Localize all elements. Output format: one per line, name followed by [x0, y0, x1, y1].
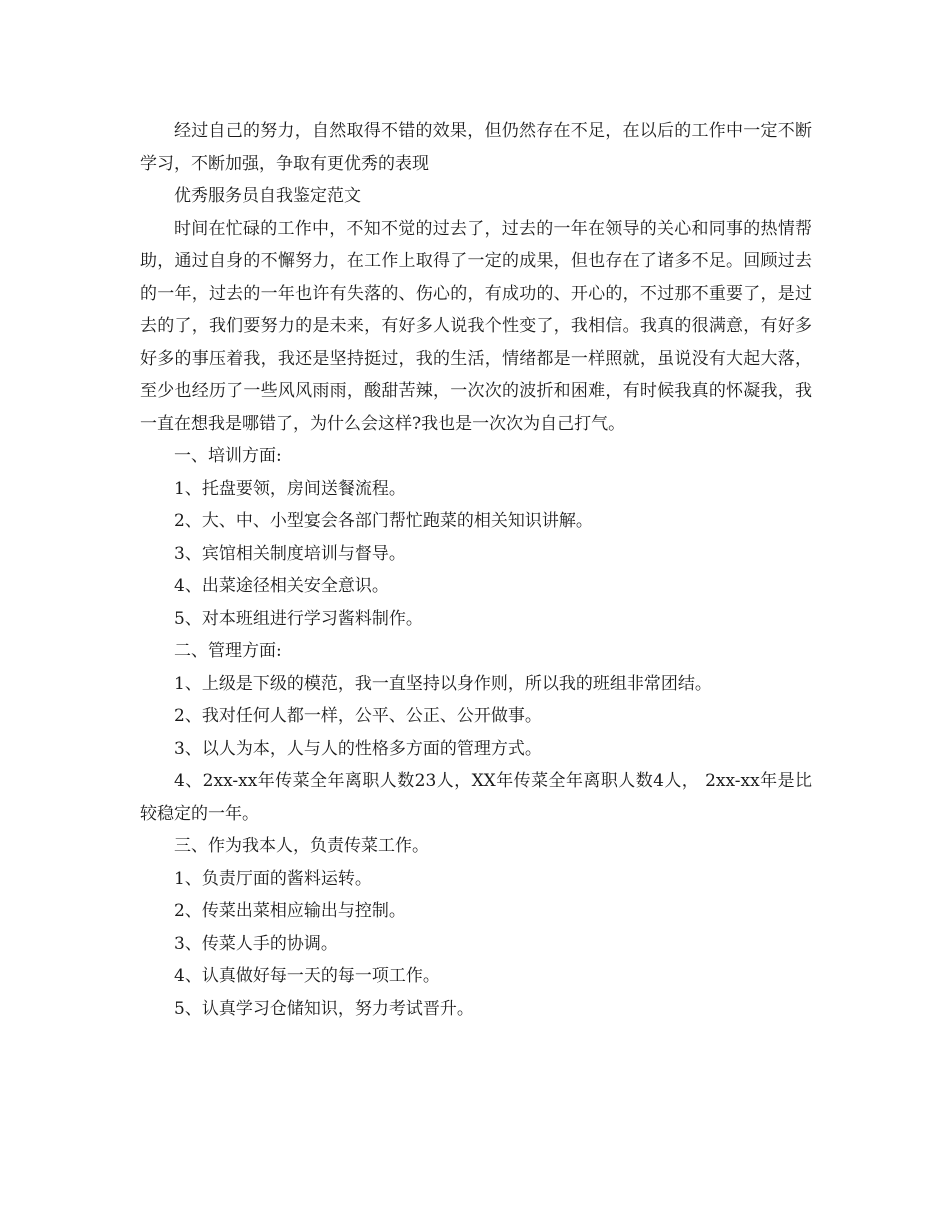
- list-item: 5、认真学习仓储知识，努力考试晋升。: [174, 998, 474, 1019]
- list-item: 3、传菜人手的协调。: [174, 933, 338, 954]
- list-item: 3、以人为本，人与人的性格多方面的管理方式。: [174, 738, 542, 759]
- list-item: 1、托盘要领，房间送餐流程。: [174, 478, 406, 499]
- list-item: 2、传菜出菜相应输出与控制。: [174, 901, 406, 921]
- list-item: 2、大、中、小型宴会各部门帮忙跑菜的相关知识讲解。: [174, 511, 593, 531]
- list-item: 1、负责厅面的酱料运转。: [174, 868, 372, 889]
- section-heading-management: 二、管理方面:: [174, 641, 282, 661]
- list-item: 2、我对任何人都一样，公平、公正、公开做事。: [174, 706, 542, 726]
- section-title: 优秀服务员自我鉴定范文: [174, 186, 361, 206]
- section-heading-training: 一、培训方面:: [174, 446, 282, 466]
- list-item: 4、出菜途径相关安全意识。: [174, 576, 389, 596]
- list-item: 1、上级是下级的模范，我一直坚持以身作则，所以我的班组非常团结。: [174, 673, 712, 694]
- list-item: 4、2xx-xx年传菜全年离职人数23人，XX年传菜全年离职人数4人， 2xx-xx年是比较稳定的一年。: [140, 771, 812, 824]
- list-item: 5、对本班组进行学习酱料制作。: [174, 608, 423, 629]
- body-paragraph: 时间在忙碌的工作中，不知不觉的过去了，过去的一年在领导的关心和同事的热情帮助，通过自身的不懈努力，在工作上取得了一定的成果，但也存在了诸多不足。回顾过去的一年，过去的一年也许有失落的、伤心的，有成功的、开心的，不过那不重要了，是过去的了，我们要努力的是未来，有好多人说我个性变了，我相信。我真的很满意，有好多好多的事压着我，我还是坚持挺过，我的生活，情绪都是一样照就，虽说没有大起大落，至少也经历了一些风风雨雨，酸甜苦辣，一次次的波折和困难，有时候我真的怀凝我，我一直在想我是哪错了，为什么会这样?我也是一次次为自己打气。: [140, 218, 812, 434]
- list-item: 3、宾馆相关制度培训与督导。: [174, 543, 406, 564]
- document-body: [140, 115, 812, 1025]
- list-item: 4、认真做好每一天的每一项工作。: [174, 966, 440, 986]
- body-paragraph: 经过自己的努力，自然取得不错的效果，但仍然存在不足，在以后的工作中一定不断学习，不断加强，争取有更优秀的表现: [140, 121, 812, 174]
- section-heading-personal: 三、作为我本人，负责传菜工作。: [174, 836, 429, 856]
